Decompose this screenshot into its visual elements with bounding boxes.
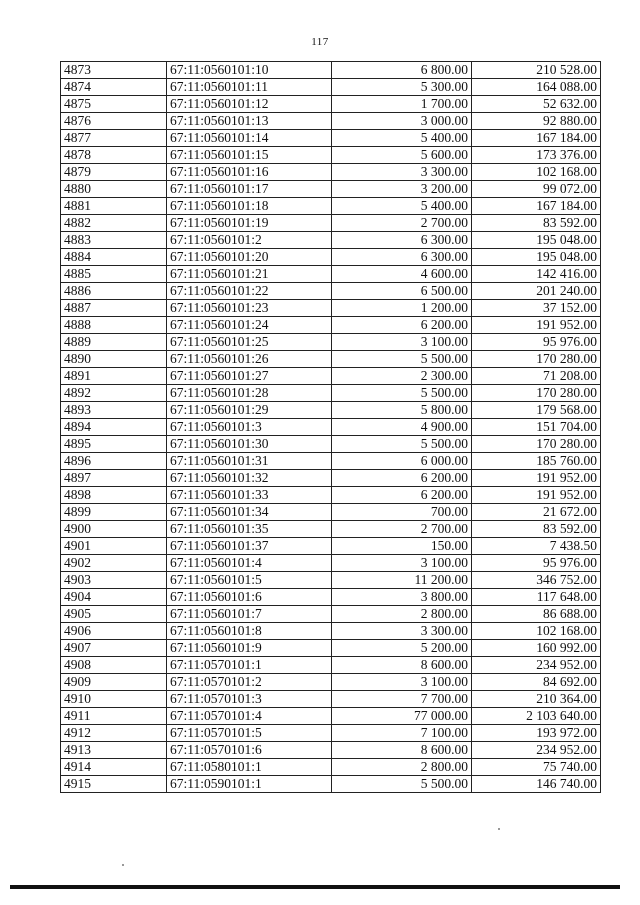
- area-cell: 11 200.00: [332, 572, 472, 589]
- row-number-cell: 4873: [61, 62, 167, 79]
- table-row: [61, 351, 601, 368]
- cadastral-number-cell: 67:11:0560101:5: [167, 572, 332, 589]
- cadastral-number-cell: 67:11:0560101:34: [167, 504, 332, 521]
- area-cell: 6 800.00: [332, 62, 472, 79]
- value-cell: 234 952.00: [472, 742, 601, 759]
- cadastral-number-cell: 67:11:0560101:24: [167, 317, 332, 334]
- value-cell: 75 740.00: [472, 759, 601, 776]
- value-cell: 102 168.00: [472, 623, 601, 640]
- value-cell: 167 184.00: [472, 130, 601, 147]
- table-row: [61, 436, 601, 453]
- cadastral-number-cell: 67:11:0560101:31: [167, 453, 332, 470]
- table-row: [61, 198, 601, 215]
- area-cell: 2 700.00: [332, 215, 472, 232]
- area-cell: 5 300.00: [332, 79, 472, 96]
- area-cell: 3 300.00: [332, 623, 472, 640]
- cadastral-number-cell: 67:11:0560101:17: [167, 181, 332, 198]
- area-cell: 5 200.00: [332, 640, 472, 657]
- value-cell: 170 280.00: [472, 351, 601, 368]
- land-parcel-table: [60, 61, 601, 793]
- value-cell: 84 692.00: [472, 674, 601, 691]
- value-cell: 167 184.00: [472, 198, 601, 215]
- table-row: [61, 334, 601, 351]
- value-cell: 92 880.00: [472, 113, 601, 130]
- table-row: [61, 606, 601, 623]
- row-number-cell: 4910: [61, 691, 167, 708]
- area-cell: 6 200.00: [332, 317, 472, 334]
- area-cell: 5 500.00: [332, 776, 472, 793]
- row-number-cell: 4908: [61, 657, 167, 674]
- cadastral-number-cell: 67:11:0560101:29: [167, 402, 332, 419]
- value-cell: 173 376.00: [472, 147, 601, 164]
- area-cell: 2 700.00: [332, 521, 472, 538]
- value-cell: 170 280.00: [472, 385, 601, 402]
- table-row: [61, 538, 601, 555]
- table-row: [61, 300, 601, 317]
- cadastral-number-cell: 67:11:0560101:6: [167, 589, 332, 606]
- area-cell: 5 400.00: [332, 198, 472, 215]
- area-cell: 8 600.00: [332, 657, 472, 674]
- value-cell: 185 760.00: [472, 453, 601, 470]
- row-number-cell: 4889: [61, 334, 167, 351]
- value-cell: 234 952.00: [472, 657, 601, 674]
- area-cell: 3 300.00: [332, 164, 472, 181]
- table-row: [61, 555, 601, 572]
- area-cell: 6 300.00: [332, 249, 472, 266]
- area-cell: 5 600.00: [332, 147, 472, 164]
- row-number-cell: 4901: [61, 538, 167, 555]
- cadastral-number-cell: 67:11:0560101:37: [167, 538, 332, 555]
- value-cell: 151 704.00: [472, 419, 601, 436]
- cadastral-number-cell: 67:11:0560101:22: [167, 283, 332, 300]
- table-row: [61, 181, 601, 198]
- value-cell: 193 972.00: [472, 725, 601, 742]
- table-row: [61, 96, 601, 113]
- table-row: [61, 62, 601, 79]
- row-number-cell: 4887: [61, 300, 167, 317]
- area-cell: 6 500.00: [332, 283, 472, 300]
- value-cell: 7 438.50: [472, 538, 601, 555]
- row-number-cell: 4891: [61, 368, 167, 385]
- cadastral-number-cell: 67:11:0560101:21: [167, 266, 332, 283]
- table-row: [61, 317, 601, 334]
- cadastral-number-cell: 67:11:0570101:6: [167, 742, 332, 759]
- cadastral-number-cell: 67:11:0570101:1: [167, 657, 332, 674]
- row-number-cell: 4886: [61, 283, 167, 300]
- cadastral-number-cell: 67:11:0560101:9: [167, 640, 332, 657]
- value-cell: 21 672.00: [472, 504, 601, 521]
- table-row: [61, 232, 601, 249]
- row-number-cell: 4895: [61, 436, 167, 453]
- area-cell: 5 500.00: [332, 436, 472, 453]
- row-number-cell: 4888: [61, 317, 167, 334]
- cadastral-number-cell: 67:11:0560101:33: [167, 487, 332, 504]
- table-row: [61, 147, 601, 164]
- row-number-cell: 4890: [61, 351, 167, 368]
- value-cell: 179 568.00: [472, 402, 601, 419]
- row-number-cell: 4896: [61, 453, 167, 470]
- row-number-cell: 4878: [61, 147, 167, 164]
- row-number-cell: 4902: [61, 555, 167, 572]
- table-row: [61, 776, 601, 793]
- cadastral-number-cell: 67:11:0560101:15: [167, 147, 332, 164]
- row-number-cell: 4884: [61, 249, 167, 266]
- row-number-cell: 4881: [61, 198, 167, 215]
- row-number-cell: 4882: [61, 215, 167, 232]
- cadastral-number-cell: 67:11:0560101:7: [167, 606, 332, 623]
- table-row: [61, 215, 601, 232]
- scan-speck: [122, 864, 124, 866]
- row-number-cell: 4892: [61, 385, 167, 402]
- cadastral-number-cell: 67:11:0570101:2: [167, 674, 332, 691]
- cadastral-number-cell: 67:11:0560101:28: [167, 385, 332, 402]
- table-row: [61, 725, 601, 742]
- row-number-cell: 4903: [61, 572, 167, 589]
- table-row: [61, 113, 601, 130]
- value-cell: 191 952.00: [472, 317, 601, 334]
- table-row: [61, 674, 601, 691]
- row-number-cell: 4880: [61, 181, 167, 198]
- area-cell: 1 200.00: [332, 300, 472, 317]
- table-row: [61, 453, 601, 470]
- row-number-cell: 4909: [61, 674, 167, 691]
- row-number-cell: 4877: [61, 130, 167, 147]
- value-cell: 210 528.00: [472, 62, 601, 79]
- table-row: [61, 657, 601, 674]
- row-number-cell: 4900: [61, 521, 167, 538]
- value-cell: 346 752.00: [472, 572, 601, 589]
- row-number-cell: 4898: [61, 487, 167, 504]
- area-cell: 7 700.00: [332, 691, 472, 708]
- table-row: [61, 368, 601, 385]
- row-number-cell: 4905: [61, 606, 167, 623]
- cadastral-number-cell: 67:11:0560101:20: [167, 249, 332, 266]
- row-number-cell: 4874: [61, 79, 167, 96]
- area-cell: 5 500.00: [332, 385, 472, 402]
- area-cell: 2 300.00: [332, 368, 472, 385]
- value-cell: 160 992.00: [472, 640, 601, 657]
- table-row: [61, 742, 601, 759]
- area-cell: 3 100.00: [332, 334, 472, 351]
- page-number: 117: [311, 36, 329, 48]
- row-number-cell: 4899: [61, 504, 167, 521]
- area-cell: 3 800.00: [332, 589, 472, 606]
- table-row: [61, 589, 601, 606]
- table-row: [61, 249, 601, 266]
- row-number-cell: 4885: [61, 266, 167, 283]
- row-number-cell: 4915: [61, 776, 167, 793]
- cadastral-number-cell: 67:11:0560101:32: [167, 470, 332, 487]
- value-cell: 102 168.00: [472, 164, 601, 181]
- area-cell: 5 800.00: [332, 402, 472, 419]
- area-cell: 1 700.00: [332, 96, 472, 113]
- cadastral-number-cell: 67:11:0580101:1: [167, 759, 332, 776]
- value-cell: 2 103 640.00: [472, 708, 601, 725]
- table-row: [61, 385, 601, 402]
- cadastral-number-cell: 67:11:0560101:11: [167, 79, 332, 96]
- table-row: [61, 623, 601, 640]
- cadastral-number-cell: 67:11:0560101:2: [167, 232, 332, 249]
- cadastral-number-cell: 67:11:0560101:27: [167, 368, 332, 385]
- area-cell: 3 200.00: [332, 181, 472, 198]
- row-number-cell: 4893: [61, 402, 167, 419]
- value-cell: 95 976.00: [472, 555, 601, 572]
- footer-rule: [10, 885, 620, 889]
- table-row: [61, 402, 601, 419]
- value-cell: 95 976.00: [472, 334, 601, 351]
- cadastral-number-cell: 67:11:0560101:18: [167, 198, 332, 215]
- value-cell: 99 072.00: [472, 181, 601, 198]
- area-cell: 6 200.00: [332, 470, 472, 487]
- value-cell: 117 648.00: [472, 589, 601, 606]
- row-number-cell: 4906: [61, 623, 167, 640]
- cadastral-number-cell: 67:11:0560101:14: [167, 130, 332, 147]
- value-cell: 37 152.00: [472, 300, 601, 317]
- area-cell: 4 900.00: [332, 419, 472, 436]
- value-cell: 170 280.00: [472, 436, 601, 453]
- table-row: [61, 521, 601, 538]
- value-cell: 164 088.00: [472, 79, 601, 96]
- area-cell: 3 000.00: [332, 113, 472, 130]
- cadastral-number-cell: 67:11:0570101:4: [167, 708, 332, 725]
- cadastral-number-cell: 67:11:0560101:16: [167, 164, 332, 181]
- table-row: [61, 487, 601, 504]
- cadastral-number-cell: 67:11:0570101:5: [167, 725, 332, 742]
- row-number-cell: 4875: [61, 96, 167, 113]
- table-row: [61, 266, 601, 283]
- table-row: [61, 79, 601, 96]
- row-number-cell: 4883: [61, 232, 167, 249]
- cadastral-number-cell: 67:11:0590101:1: [167, 776, 332, 793]
- table-row: [61, 419, 601, 436]
- cadastral-number-cell: 67:11:0560101:19: [167, 215, 332, 232]
- table-row: [61, 759, 601, 776]
- cadastral-number-cell: 67:11:0560101:23: [167, 300, 332, 317]
- scan-speck: [498, 828, 500, 830]
- area-cell: 5 500.00: [332, 351, 472, 368]
- row-number-cell: 4876: [61, 113, 167, 130]
- cadastral-number-cell: 67:11:0560101:12: [167, 96, 332, 113]
- cadastral-number-cell: 67:11:0560101:13: [167, 113, 332, 130]
- area-cell: 700.00: [332, 504, 472, 521]
- table-row: [61, 691, 601, 708]
- area-cell: 5 400.00: [332, 130, 472, 147]
- cadastral-number-cell: 67:11:0560101:4: [167, 555, 332, 572]
- area-cell: 6 300.00: [332, 232, 472, 249]
- value-cell: 191 952.00: [472, 470, 601, 487]
- value-cell: 71 208.00: [472, 368, 601, 385]
- area-cell: 3 100.00: [332, 555, 472, 572]
- area-cell: 6 000.00: [332, 453, 472, 470]
- row-number-cell: 4913: [61, 742, 167, 759]
- cadastral-number-cell: 67:11:0560101:10: [167, 62, 332, 79]
- cadastral-number-cell: 67:11:0560101:8: [167, 623, 332, 640]
- row-number-cell: 4879: [61, 164, 167, 181]
- row-number-cell: 4907: [61, 640, 167, 657]
- value-cell: 210 364.00: [472, 691, 601, 708]
- table-body: [61, 62, 601, 793]
- area-cell: 77 000.00: [332, 708, 472, 725]
- table-row: [61, 640, 601, 657]
- value-cell: 191 952.00: [472, 487, 601, 504]
- value-cell: 86 688.00: [472, 606, 601, 623]
- area-cell: 3 100.00: [332, 674, 472, 691]
- table-row: [61, 470, 601, 487]
- area-cell: 8 600.00: [332, 742, 472, 759]
- area-cell: 7 100.00: [332, 725, 472, 742]
- table-row: [61, 572, 601, 589]
- value-cell: 195 048.00: [472, 232, 601, 249]
- value-cell: 201 240.00: [472, 283, 601, 300]
- table-row: [61, 164, 601, 181]
- cadastral-number-cell: 67:11:0560101:25: [167, 334, 332, 351]
- area-cell: 2 800.00: [332, 606, 472, 623]
- row-number-cell: 4897: [61, 470, 167, 487]
- row-number-cell: 4912: [61, 725, 167, 742]
- value-cell: 52 632.00: [472, 96, 601, 113]
- cadastral-number-cell: 67:11:0560101:35: [167, 521, 332, 538]
- row-number-cell: 4914: [61, 759, 167, 776]
- table-row: [61, 504, 601, 521]
- table-row: [61, 130, 601, 147]
- area-cell: 6 200.00: [332, 487, 472, 504]
- table-row: [61, 708, 601, 725]
- value-cell: 142 416.00: [472, 266, 601, 283]
- row-number-cell: 4904: [61, 589, 167, 606]
- value-cell: 195 048.00: [472, 249, 601, 266]
- row-number-cell: 4894: [61, 419, 167, 436]
- area-cell: 4 600.00: [332, 266, 472, 283]
- cadastral-number-cell: 67:11:0560101:30: [167, 436, 332, 453]
- cadastral-number-cell: 67:11:0560101:3: [167, 419, 332, 436]
- value-cell: 83 592.00: [472, 521, 601, 538]
- cadastral-number-cell: 67:11:0570101:3: [167, 691, 332, 708]
- value-cell: 146 740.00: [472, 776, 601, 793]
- table-row: [61, 283, 601, 300]
- area-cell: 2 800.00: [332, 759, 472, 776]
- cadastral-number-cell: 67:11:0560101:26: [167, 351, 332, 368]
- row-number-cell: 4911: [61, 708, 167, 725]
- area-cell: 150.00: [332, 538, 472, 555]
- value-cell: 83 592.00: [472, 215, 601, 232]
